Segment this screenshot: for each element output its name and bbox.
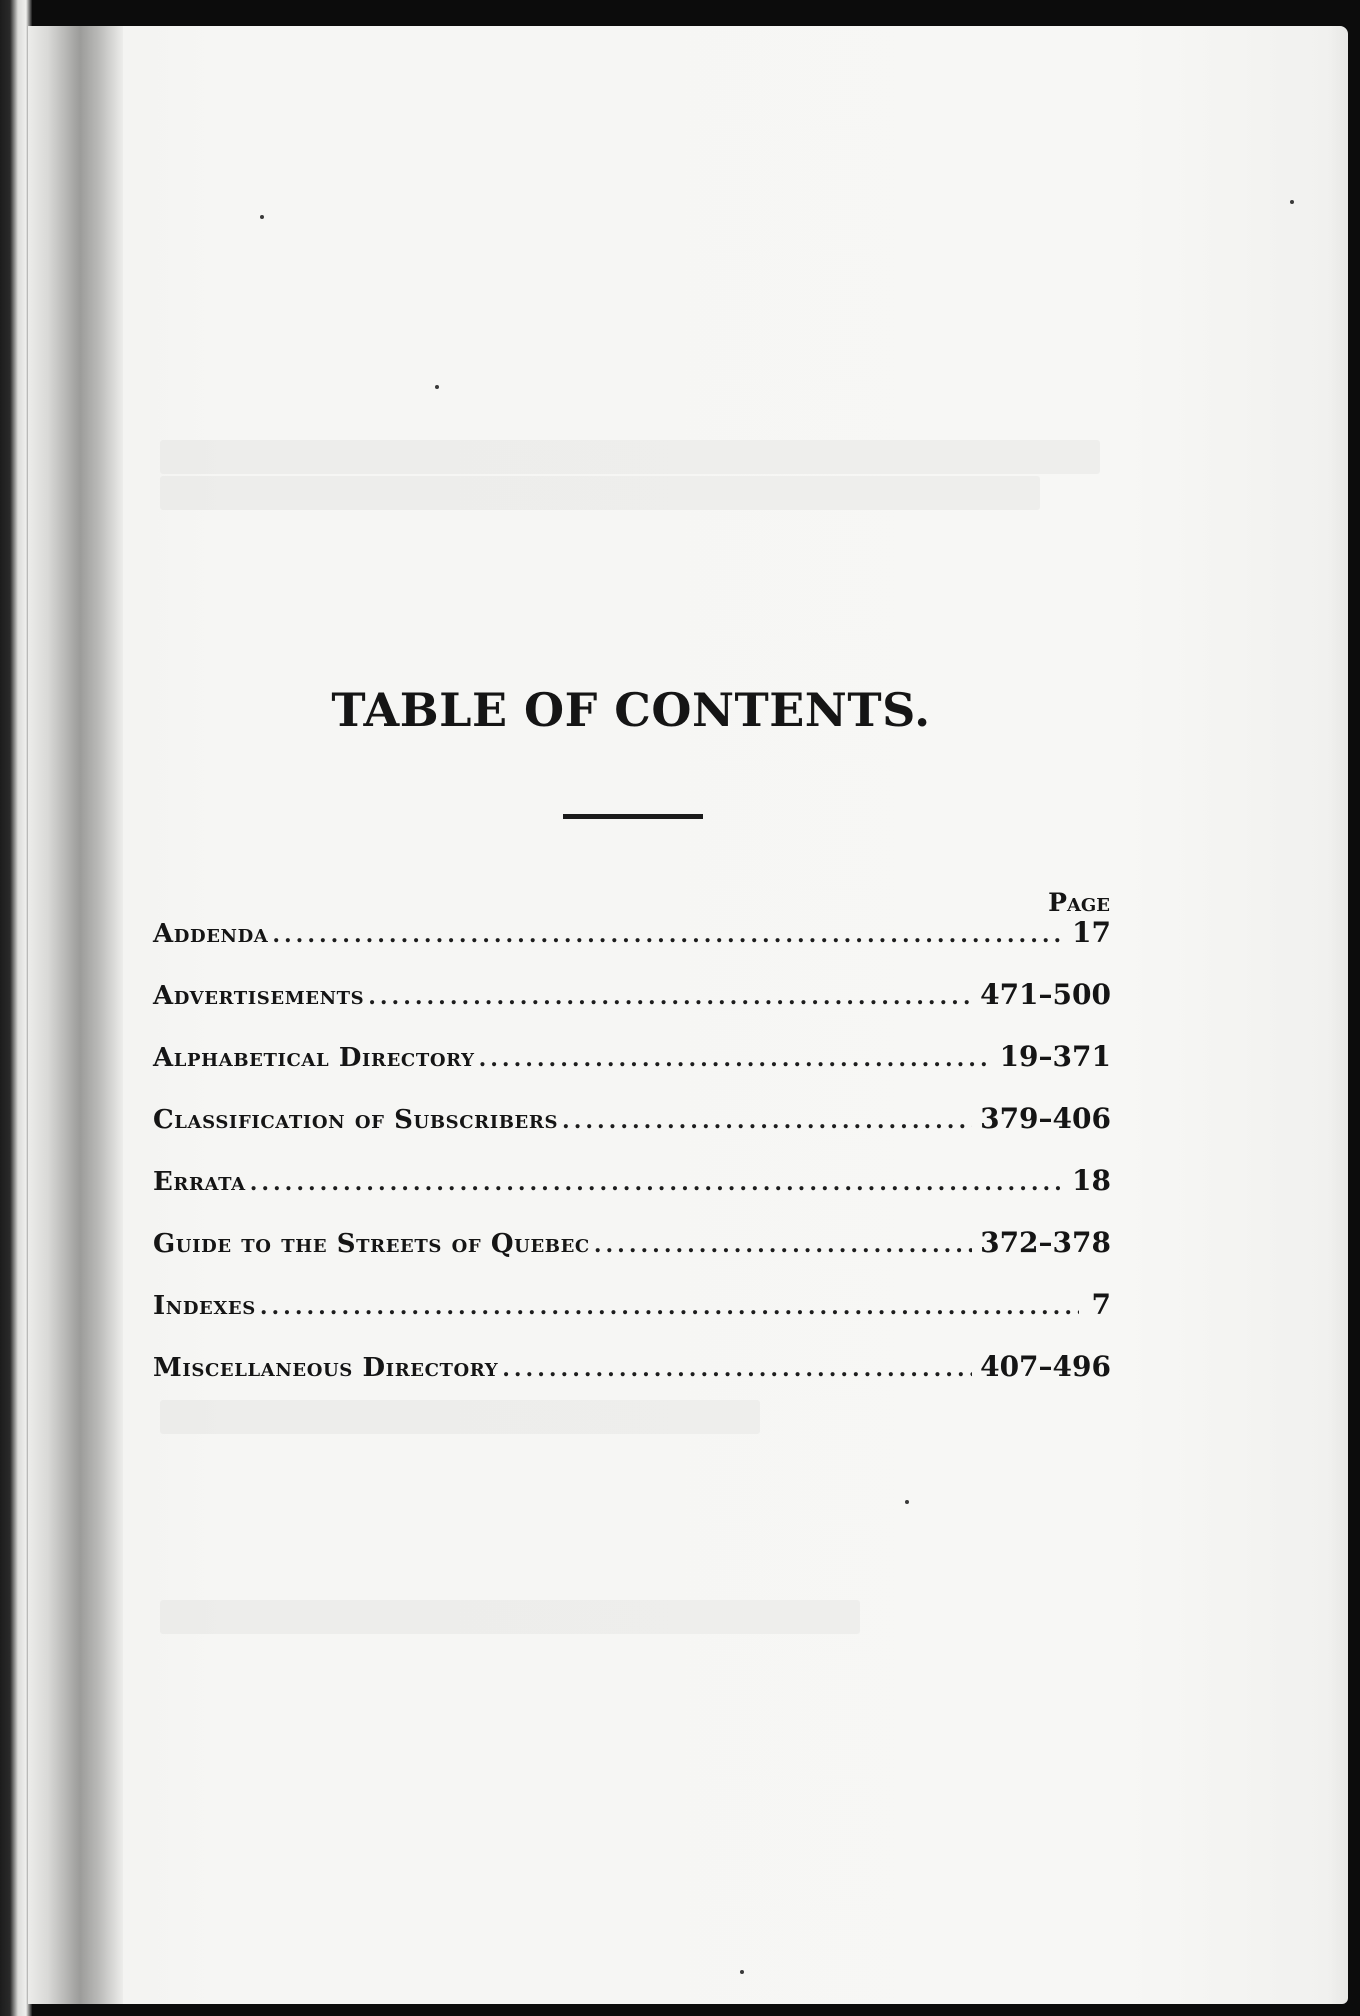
toc-entry-miscellaneous-directory[interactable] [153, 1350, 1111, 1412]
toc-entry-title: Guide to the Streets of Quebec [153, 1229, 590, 1259]
toc-entry-page: 407–496 [980, 1350, 1111, 1383]
toc-entry-title: Errata [153, 1167, 246, 1197]
toc-entry-title: Miscellaneous Directory [153, 1353, 499, 1383]
toc-entry-title: Addenda [153, 919, 269, 949]
dot-leader [250, 1170, 1064, 1196]
toc-entry-page: 7 [1091, 1288, 1111, 1321]
dot-leader [479, 1046, 992, 1072]
toc-entry-classification-of-subscribers[interactable] [153, 1102, 1111, 1164]
toc-entry-page: 18 [1072, 1164, 1111, 1197]
toc-entry-indexes[interactable] [153, 1288, 1111, 1350]
toc-entry-page: 19–371 [999, 1040, 1111, 1073]
toc-entry-errata[interactable] [153, 1164, 1111, 1226]
paper-speck [905, 1500, 909, 1504]
toc-entry-page: 372–378 [980, 1226, 1111, 1259]
toc-entry-guide-to-the-streets[interactable] [153, 1226, 1111, 1288]
toc-entry-alphabetical-directory[interactable] [153, 1040, 1111, 1102]
gutter-shadow [28, 26, 123, 2004]
toc-entry-title: Advertisements [153, 981, 365, 1011]
paper-speck [1290, 200, 1294, 204]
show-through-mark [160, 476, 1040, 510]
paper-speck [740, 1970, 744, 1974]
toc-entry-title: Classification of Subscribers [153, 1105, 559, 1135]
toc-list [153, 916, 1111, 1412]
page-column-header-label: Page [1048, 888, 1110, 917]
dot-leader [260, 1294, 1079, 1320]
paper-speck [260, 215, 264, 219]
dot-leader [594, 1232, 972, 1258]
paper-speck [435, 385, 439, 389]
toc-entry-title: Indexes [153, 1291, 256, 1321]
show-through-mark [160, 1600, 860, 1634]
page-column-header [1048, 888, 1110, 917]
dot-leader [502, 1356, 972, 1382]
toc-entry-title: Alphabetical Directory [153, 1043, 475, 1073]
title-rule [563, 814, 703, 819]
toc-entry-advertisements[interactable] [153, 978, 1111, 1040]
show-through-mark [160, 440, 1100, 474]
toc-entry-addenda[interactable] [153, 916, 1111, 978]
dot-leader [562, 1108, 972, 1134]
toc-entry-page: 17 [1072, 916, 1111, 949]
dot-leader [272, 922, 1064, 948]
toc-entry-page: 471–500 [980, 978, 1111, 1011]
toc-entry-page: 379–406 [980, 1102, 1111, 1135]
dot-leader [368, 984, 972, 1010]
page-title: TABLE OF CONTENTS. [331, 683, 931, 737]
